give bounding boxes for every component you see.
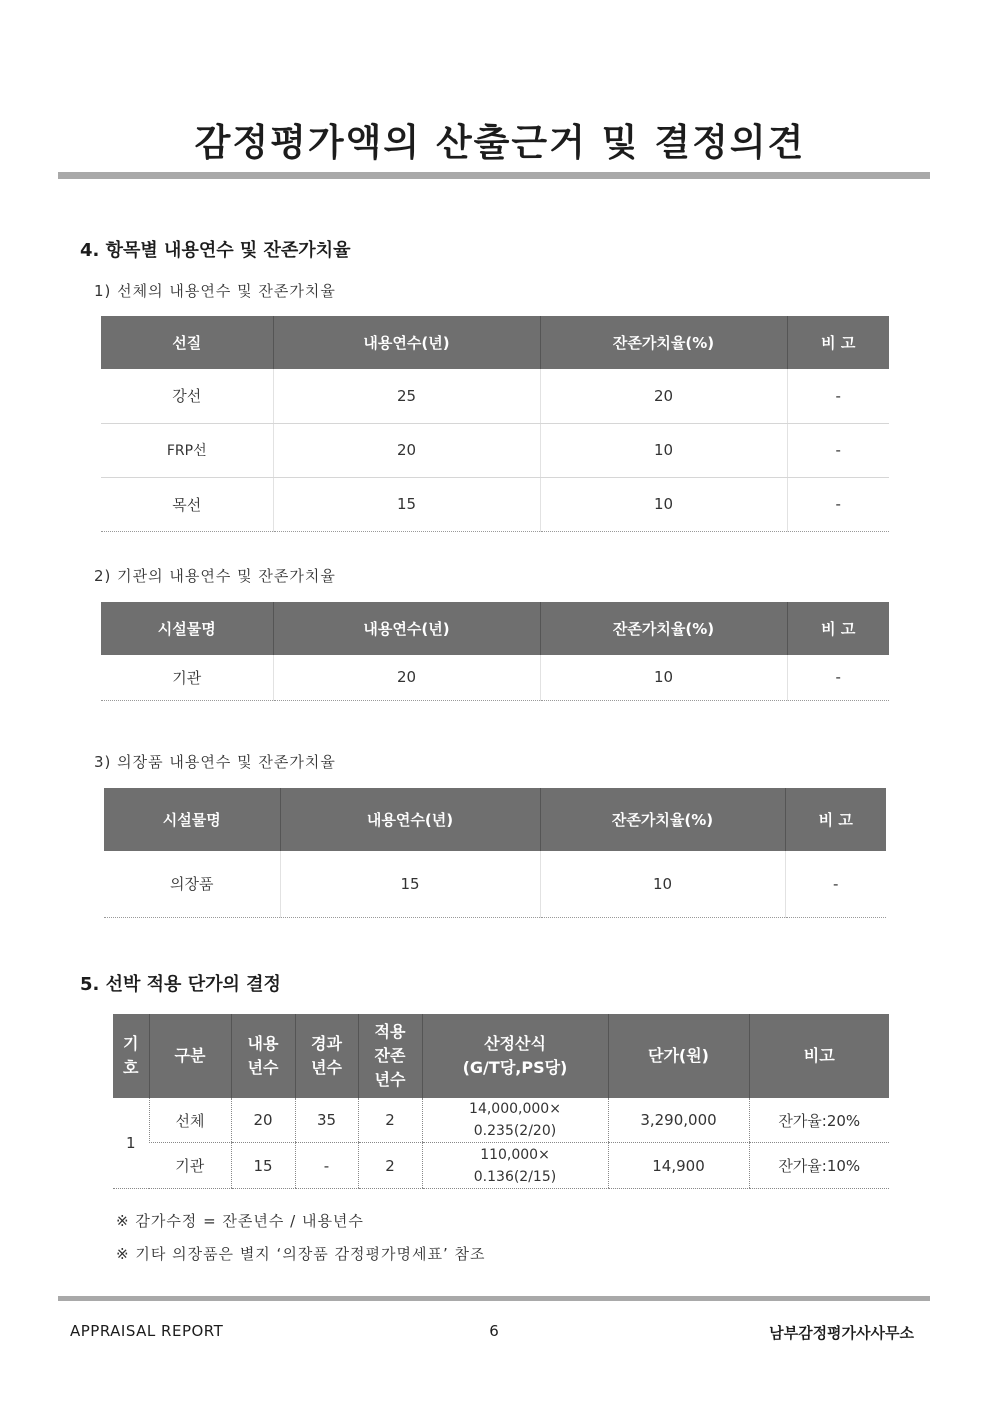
formula-cell	[422, 1143, 608, 1189]
table-cell: 20	[540, 369, 787, 423]
section-5-heading: 5. 선박 적용 단가의 결정	[80, 974, 281, 995]
table-cell: 잔가율:20%	[749, 1098, 889, 1143]
unit-price-table	[113, 1014, 889, 1189]
table-cell: 10	[540, 851, 785, 917]
subsection-1-heading: 1) 선체의 내용연수 및 잔존가치율	[94, 282, 336, 300]
formula-line: 14,000,000×	[469, 1101, 561, 1117]
group-number-cell: 1	[113, 1098, 149, 1189]
subsection-2-heading: 2) 기관의 내용연수 및 잔존가치율	[94, 567, 336, 585]
header-rule	[58, 172, 930, 179]
table-row	[113, 1098, 889, 1143]
column-header-elapsed: 경과 년수	[295, 1014, 358, 1098]
table-cell: 2	[358, 1098, 422, 1143]
formula-line: 0.136(2/15)	[473, 1168, 557, 1185]
table-cell: 선체	[149, 1098, 231, 1143]
table-cell: -	[787, 655, 889, 700]
engine-useful-life-table	[101, 602, 889, 701]
table-cell: -	[785, 851, 886, 917]
table-cell: -	[295, 1143, 358, 1189]
table-cell: 10	[540, 477, 787, 531]
footer-rule	[58, 1296, 930, 1301]
page-number: 6	[489, 1322, 499, 1340]
table-cell: 2	[358, 1143, 422, 1189]
table-cell: 15	[273, 477, 540, 531]
table-cell: -	[787, 477, 889, 531]
page-title: 감정평가액의 산출근거 및 결정의견	[194, 121, 806, 164]
table-cell: 3,290,000	[608, 1098, 749, 1143]
table-header-row	[104, 788, 886, 851]
outfitting-useful-life-table	[104, 788, 886, 918]
table-cell: 25	[273, 369, 540, 423]
column-header: 내용연수(년)	[280, 788, 540, 851]
column-header: 잔존가치율(%)	[540, 788, 785, 851]
column-header: 선질	[101, 316, 273, 369]
table-row	[101, 477, 889, 531]
formula-line: 110,000×	[480, 1146, 550, 1163]
table-cell: 35	[295, 1098, 358, 1143]
table-cell: 기관	[101, 655, 273, 700]
column-header: 내용연수(년)	[273, 316, 540, 369]
formula-line: 0.235(2/20)	[473, 1123, 557, 1139]
table-header-row	[101, 602, 889, 655]
column-header-unit-price: 단가(원)	[608, 1014, 749, 1098]
table-cell: 기관	[149, 1143, 231, 1189]
table-cell: FRP선	[101, 423, 273, 477]
table-header-row	[113, 1014, 889, 1098]
note-outfitting-reference: ※ 기타 의장품은 별지 ‘의장품 감정평가명세표’ 참조	[116, 1245, 486, 1263]
column-header: 시설물명	[101, 602, 273, 655]
table-row	[101, 655, 889, 700]
table-cell: 20	[273, 655, 540, 700]
column-header-no: 기 호	[113, 1014, 149, 1098]
column-header-category: 구분	[149, 1014, 231, 1098]
table-row	[101, 369, 889, 423]
table-cell: 강선	[101, 369, 273, 423]
footer-firm-name: 남부감정평가사사무소	[769, 1324, 914, 1342]
table-row	[104, 851, 886, 917]
table-cell: 의장품	[104, 851, 280, 917]
table-row	[113, 1143, 889, 1189]
table-header-row	[101, 316, 889, 369]
table-cell: 10	[540, 423, 787, 477]
column-header-applied-remaining: 적용 잔존 년수	[358, 1014, 422, 1098]
table-cell: 15	[231, 1143, 295, 1189]
column-header-useful-life: 내용 년수	[231, 1014, 295, 1098]
column-header: 비 고	[787, 316, 889, 369]
column-header: 비 고	[785, 788, 886, 851]
table-cell: 14,900	[608, 1143, 749, 1189]
table-cell: 10	[540, 655, 787, 700]
section-4-heading: 4. 항목별 내용연수 및 잔존가치율	[80, 240, 351, 261]
hull-useful-life-table	[101, 316, 889, 532]
column-header-remark: 비고	[749, 1014, 889, 1098]
footer-report-name: APPRAISAL REPORT	[70, 1322, 224, 1340]
table-cell: 20	[273, 423, 540, 477]
table-row	[101, 423, 889, 477]
table-cell: 20	[231, 1098, 295, 1143]
column-header: 내용연수(년)	[273, 602, 540, 655]
table-cell: -	[787, 369, 889, 423]
table-cell: 잔가율:10%	[749, 1143, 889, 1189]
table-cell: 목선	[101, 477, 273, 531]
column-header: 잔존가치율(%)	[540, 602, 787, 655]
note-depreciation: ※ 감가수정 = 잔존년수 / 내용년수	[116, 1212, 364, 1230]
formula-cell	[422, 1098, 608, 1143]
column-header: 잔존가치율(%)	[540, 316, 787, 369]
table-cell: 15	[280, 851, 540, 917]
column-header: 비 고	[787, 602, 889, 655]
table-cell: -	[787, 423, 889, 477]
subsection-3-heading: 3) 의장품 내용연수 및 잔존가치율	[94, 753, 336, 771]
column-header: 시설물명	[104, 788, 280, 851]
column-header-formula: 산정산식 (G/T당,PS당)	[422, 1014, 608, 1098]
